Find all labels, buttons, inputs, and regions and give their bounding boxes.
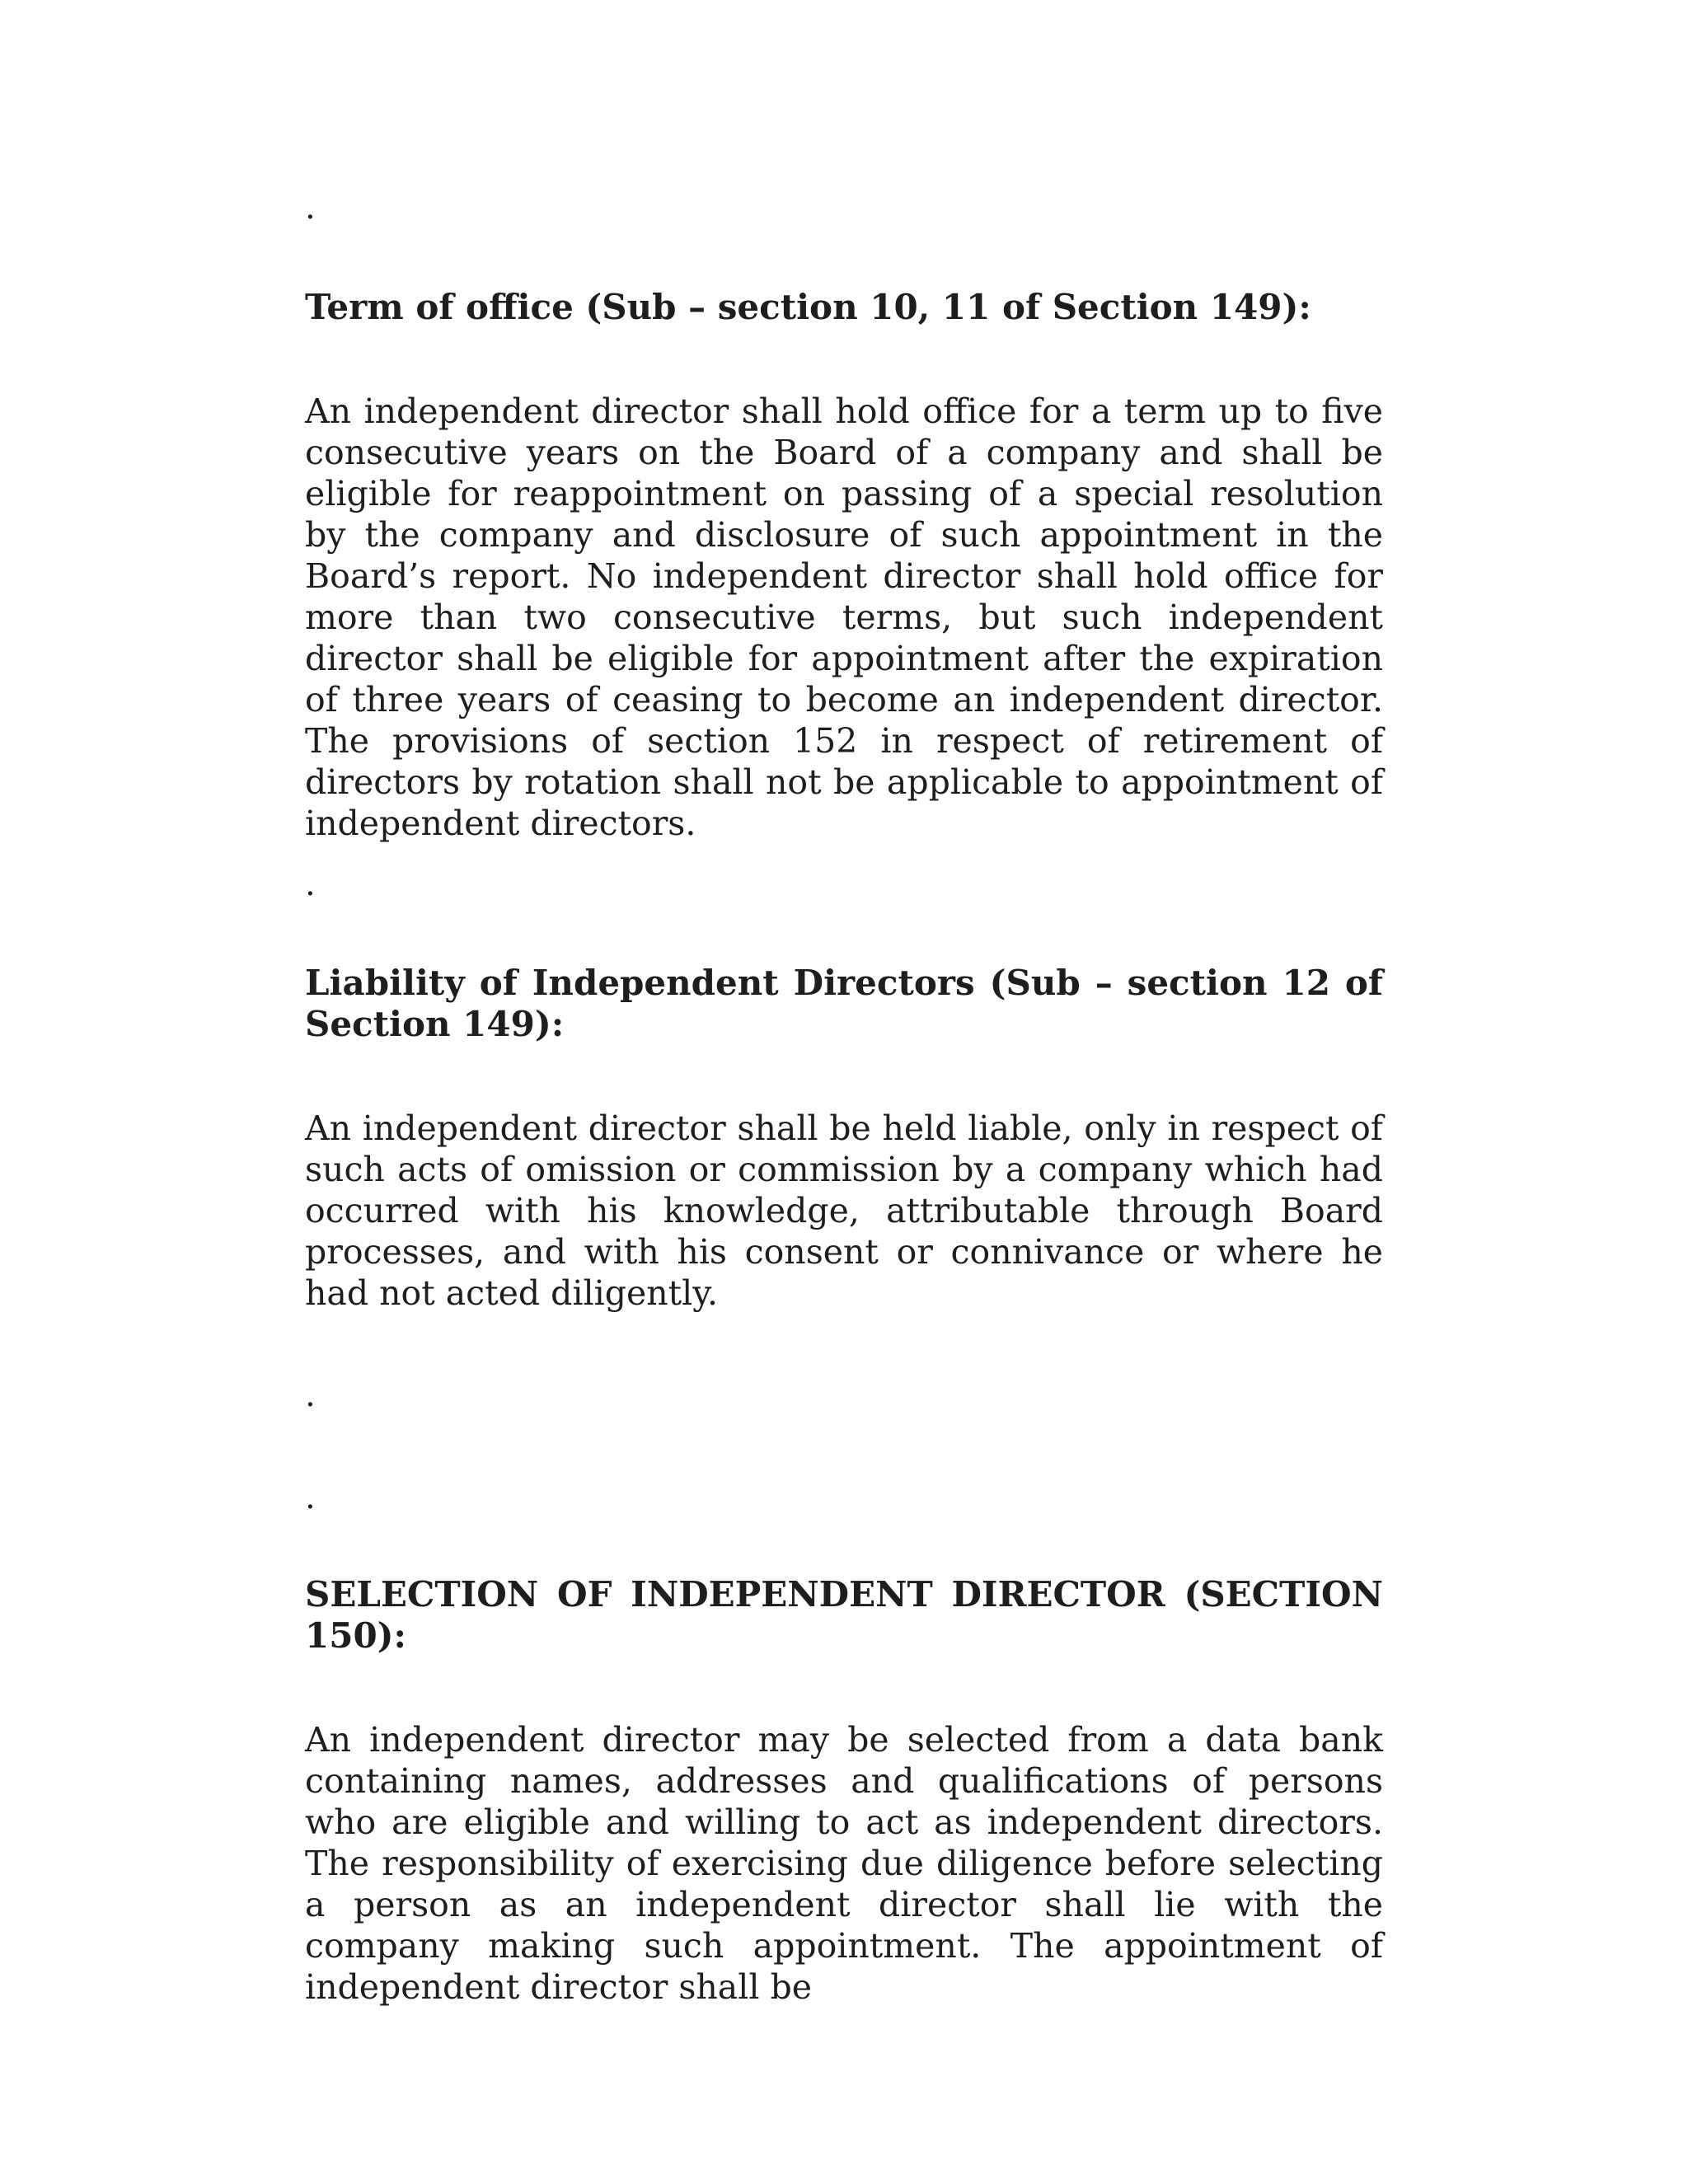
section-heading-term-of-office: Term of office (Sub – section 10, 11 of Section 149): <box>305 287 1311 327</box>
section-body-term-of-office: An independent director shall hold office for a term up to five consecutive years on the Board of a company and shall be eligible for reappointment on passing of a special resolution by the company and disclosure of such appointment in the Board’s report. No independent director shall hold office for more than two consecutive terms, but such independent director shall be eligible for appointment after the expiration of three years of ceasing to become an independent director. The provisions of section 152 in respect of retirement of directors by rotation shall not be applicable to appointment of independent directors. <box>305 391 1383 843</box>
separator-dot: . <box>305 1376 316 1414</box>
separator-dot: . <box>305 1479 316 1516</box>
separator-dot: . <box>305 189 316 227</box>
section-body-selection: An independent director may be selected from a data bank containing names, addresses and qualifications of persons who are eligible and willing to act as independent directors. The responsibility of exercising due diligence before selecting a person as an independent director shall lie with the company making such appointment. The appointment of independent director shall be <box>305 1720 1383 2007</box>
section-heading-liability: Liability of Independent Directors (Sub – section 12 of Section 149): <box>305 963 1383 1044</box>
section-heading-selection: SELECTION OF INDEPENDENT DIRECTOR (SECTION 150): <box>305 1574 1383 1656</box>
separator-dot: . <box>305 865 316 903</box>
section-body-liability: An independent director shall be held liable, only in respect of such acts of omission or commission by a company which had occurred with his knowledge, attributable through Board processes, and with his consent or connivance or where he had not acted diligently. <box>305 1108 1383 1313</box>
